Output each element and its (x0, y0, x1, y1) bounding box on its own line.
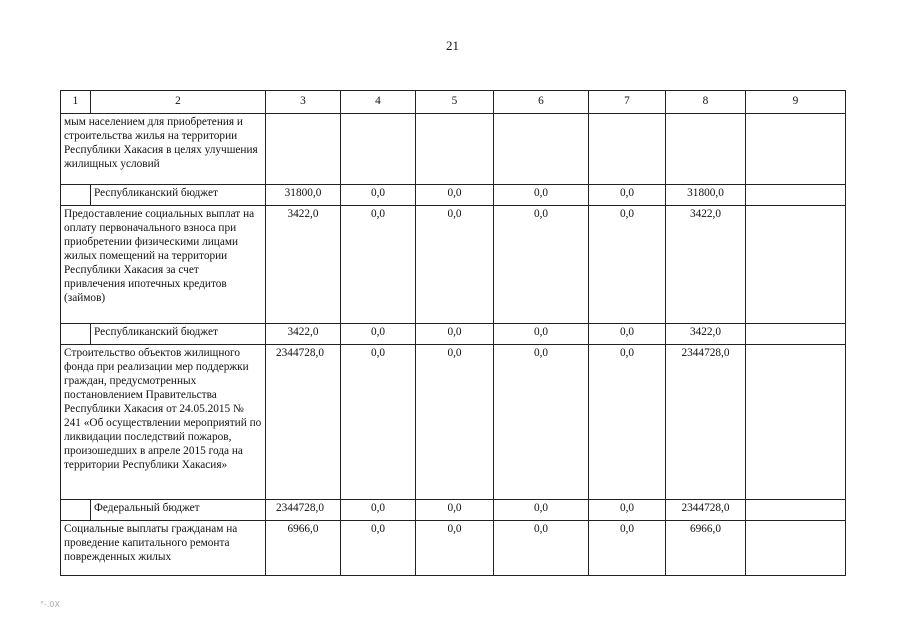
funding-source-label: Республиканский бюджет (91, 185, 266, 206)
column-header-1: 1 (61, 91, 91, 114)
column-header-6: 6 (494, 91, 589, 114)
measure-description: мым населением для приобретения и строительства жилья на территории Республики Хакасия в целях улучшения жилищных условий (61, 114, 266, 185)
value-cell-col-6: 0,0 (494, 521, 589, 576)
measure-row (61, 206, 846, 324)
value-cell-col-9 (746, 345, 846, 500)
value-cell-col-4: 0,0 (341, 345, 416, 500)
value-cell-col-6: 0,0 (494, 324, 589, 345)
column-header-2: 2 (91, 91, 266, 114)
value-cell-col-6: 0,0 (494, 206, 589, 324)
value-cell-col-5: 0,0 (416, 500, 494, 521)
value-cell-col-9 (746, 114, 846, 185)
value-cell-col-4: 0,0 (341, 324, 416, 345)
column-header-3: 3 (266, 91, 341, 114)
value-cell-col-5: 0,0 (416, 521, 494, 576)
page-number: 21 (446, 38, 459, 53)
value-cell-col-4: 0,0 (341, 185, 416, 206)
value-cell-col-8 (666, 114, 746, 185)
measure-row (61, 521, 846, 576)
funding-source-row (61, 324, 846, 345)
value-cell-col-3: 3422,0 (266, 324, 341, 345)
funding-source-row (61, 500, 846, 521)
empty-cell (61, 500, 91, 521)
value-cell-col-8: 2344728,0 (666, 500, 746, 521)
column-header-4: 4 (341, 91, 416, 114)
value-cell-col-5: 0,0 (416, 206, 494, 324)
value-cell-col-6: 0,0 (494, 345, 589, 500)
value-cell-col-7: 0,0 (589, 521, 666, 576)
value-cell-col-5: 0,0 (416, 324, 494, 345)
value-cell-col-8: 2344728,0 (666, 345, 746, 500)
value-cell-col-8: 3422,0 (666, 324, 746, 345)
funding-source-row (61, 185, 846, 206)
value-cell-col-5: 0,0 (416, 345, 494, 500)
column-header-7: 7 (589, 91, 666, 114)
measure-description: Социальные выплаты гражданам на проведение капитального ремонта поврежденных жилых (61, 521, 266, 576)
column-header-8: 8 (666, 91, 746, 114)
value-cell-col-4 (341, 114, 416, 185)
value-cell-col-8: 3422,0 (666, 206, 746, 324)
value-cell-col-7: 0,0 (589, 185, 666, 206)
column-header-9: 9 (746, 91, 846, 114)
value-cell-col-4: 0,0 (341, 521, 416, 576)
value-cell-col-9 (746, 324, 846, 345)
value-cell-col-9 (746, 500, 846, 521)
value-cell-col-7: 0,0 (589, 345, 666, 500)
measure-row (61, 114, 846, 185)
value-cell-col-3: 6966,0 (266, 521, 341, 576)
value-cell-col-6: 0,0 (494, 185, 589, 206)
value-cell-col-9 (746, 521, 846, 576)
value-cell-col-3: 3422,0 (266, 206, 341, 324)
empty-cell (61, 324, 91, 345)
budget-table (60, 90, 846, 576)
column-header-5: 5 (416, 91, 494, 114)
measure-description: Строительство объектов жилищного фонда при реализации мер поддержки граждан, предусмотренных постановлением Правительства Республики Хакасия от 24.05.2015 № 241 «Об осуществлении мероприятий по ликвидации последствий пожаров, произошедших в апреле 2015 года на территории Республики Хакасия» (61, 345, 266, 500)
value-cell-col-3: 2344728,0 (266, 500, 341, 521)
funding-source-label: Республиканский бюджет (91, 324, 266, 345)
value-cell-col-3 (266, 114, 341, 185)
measure-row (61, 345, 846, 500)
header-row (61, 91, 846, 114)
value-cell-col-7: 0,0 (589, 324, 666, 345)
value-cell-col-6 (494, 114, 589, 185)
measure-description: Предоставление социальных выплат на оплату первоначального взноса при приобретении физическими лицами жилых помещений на территории Республики Хакасия за счет привлечения ипотечных кредитов (займов) (61, 206, 266, 324)
empty-cell (61, 185, 91, 206)
value-cell-col-8: 31800,0 (666, 185, 746, 206)
value-cell-col-8: 6966,0 (666, 521, 746, 576)
value-cell-col-7: 0,0 (589, 206, 666, 324)
value-cell-col-7 (589, 114, 666, 185)
value-cell-col-3: 2344728,0 (266, 345, 341, 500)
value-cell-col-6: 0,0 (494, 500, 589, 521)
value-cell-col-3: 31800,0 (266, 185, 341, 206)
value-cell-col-9 (746, 206, 846, 324)
value-cell-col-9 (746, 185, 846, 206)
value-cell-col-4: 0,0 (341, 500, 416, 521)
value-cell-col-5 (416, 114, 494, 185)
value-cell-col-5: 0,0 (416, 185, 494, 206)
value-cell-col-4: 0,0 (341, 206, 416, 324)
value-cell-col-7: 0,0 (589, 500, 666, 521)
funding-source-label: Федеральный бюджет (91, 500, 266, 521)
scan-artifact-mark: °-.0Х (40, 600, 60, 609)
